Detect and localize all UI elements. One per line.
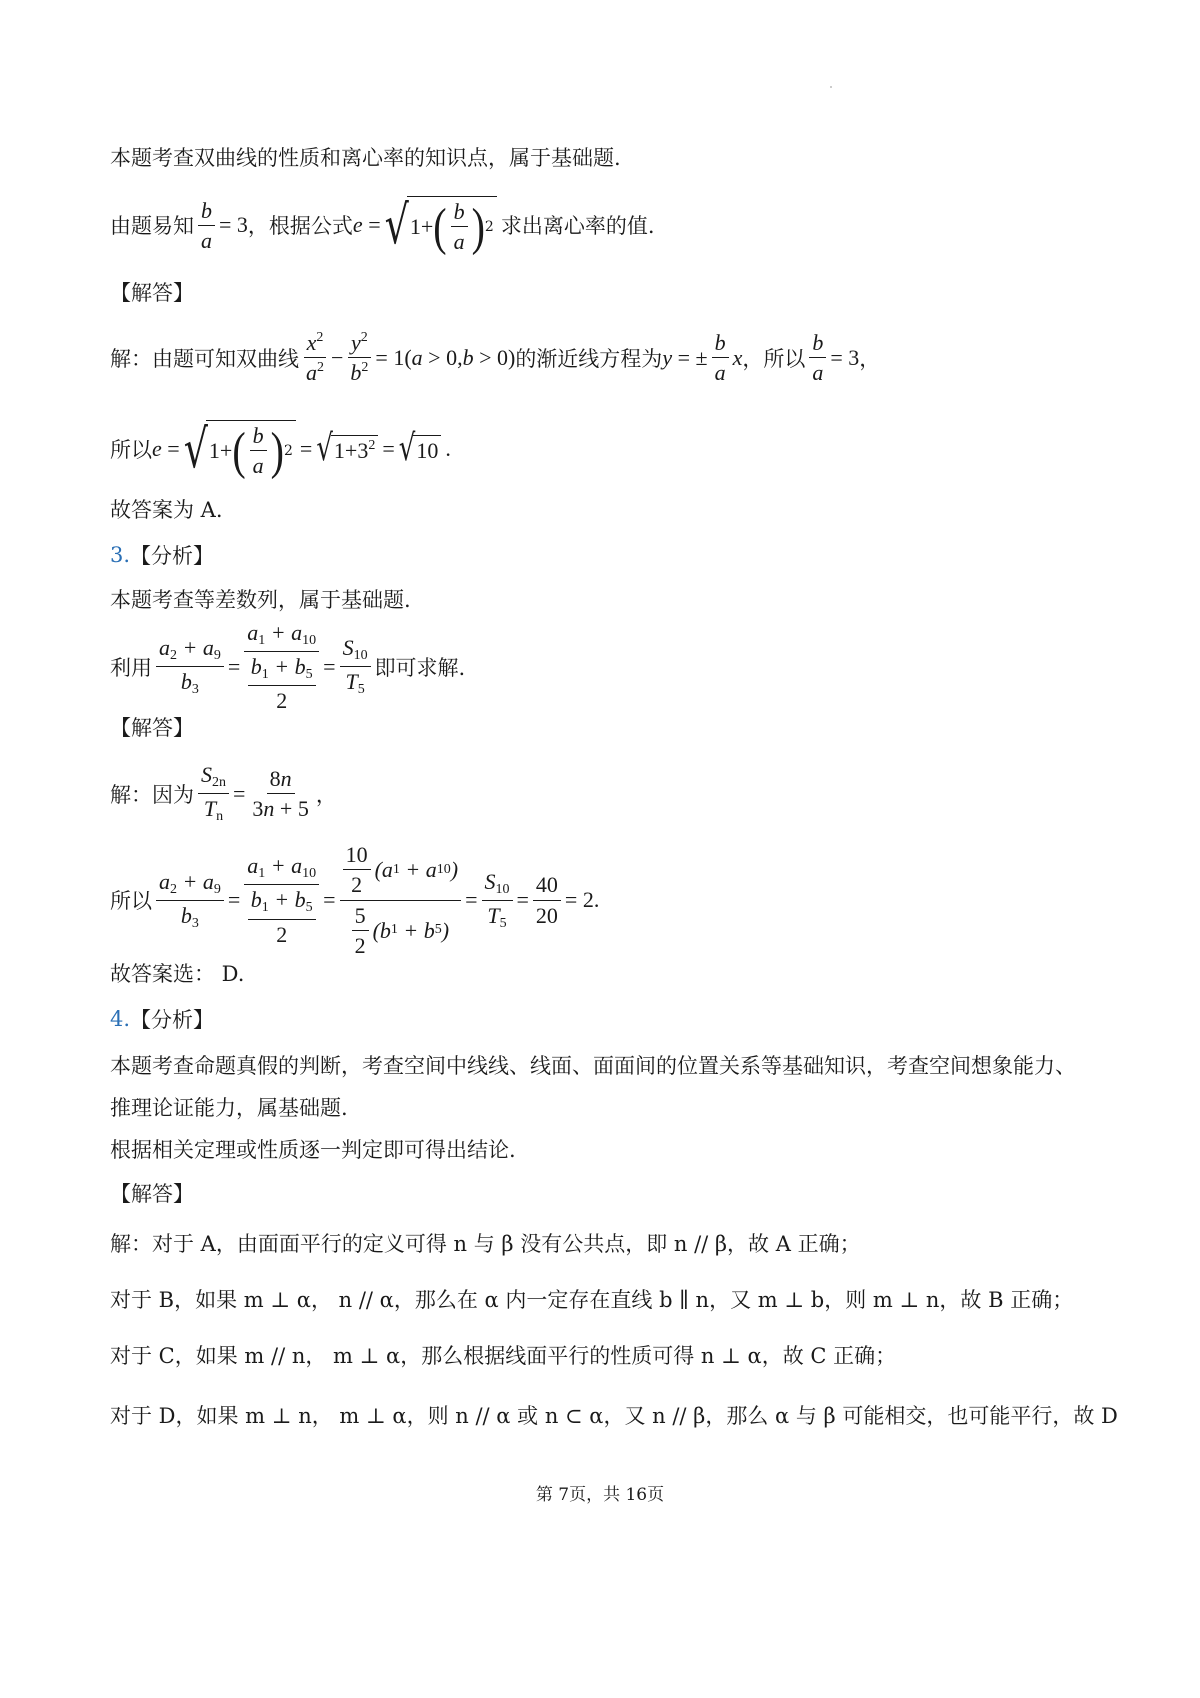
formula-sqrt: √ 1+ ( $\frac{b}{a}$ ) 2	[385, 196, 497, 255]
text-line-formula: 利用 $\frac{a_2 + a_9}{b_3}$ = $\frac{a_1 + a_{10}}{\frac{b_1 + b_5}{2}}$ = $\frac{S_{10}}{T_5}$ 即可求解.	[110, 620, 466, 714]
answer-text: 故答案选： D.	[110, 962, 245, 986]
paragraph-text: 所以	[110, 438, 152, 463]
formula-sqrt: √ 1+ ( $\frac{b}{a}$ ) 2	[184, 420, 296, 479]
paragraph-text: 求出离心率的值.	[500, 214, 655, 239]
section-heading: 【解答】	[110, 1182, 194, 1206]
text-line	[110, 1050, 1076, 1080]
paragraph-text: 由题易知	[110, 214, 194, 239]
text-line	[110, 1228, 861, 1258]
paragraph-text: 解：对于 A，由面面平行的定义可得 n 与 β 没有公共点，即 n // β，故 A 正确；	[110, 1232, 861, 1256]
text-line	[110, 494, 223, 524]
question-number: 4.	[110, 1007, 131, 1031]
paragraph-text: 本题考查命题真假的判断，考查空间中线线、线面、面面间的位置关系等基础知识，考查空间想象能力、	[110, 1054, 1076, 1078]
section-heading: 【分析】	[130, 544, 215, 568]
text-line	[110, 1340, 896, 1370]
text-line	[110, 584, 411, 614]
text-line-formula: 由题易知 $\frac{b}{a}$ = 3 ，根据公式 e = √ 1+ ( $\frac{b}{a}$ ) 2 求出离心率的值.	[110, 194, 655, 257]
text-line	[110, 1400, 1118, 1430]
text-line	[110, 1004, 214, 1034]
paragraph-text: 对于 D，如果 m ⊥ n， m ⊥ α，则 n // α 或 n ⊂ α，又 n // β，那么 α 与 β 可能相交，也可能平行，故 D	[110, 1404, 1118, 1428]
text-line-formula: 所以 $\frac{a_2 + a_9}{b_3}$ = $\frac{a_1 + a_{10}}{\frac{b_1 + b_5}{2}}$ = $\frac{10}{2}$ (a 1 + a 10 ) $\frac{5}{2}$ (b 1 + b 5 ) = $\frac{S_{10}}{T_5}$ = $\frac{40}{20}$ = 2.	[110, 842, 600, 958]
formula-text: = 1(a > 0,b > 0)	[375, 344, 516, 370]
page-footer: 第 7页，共 16页	[535, 1485, 665, 1505]
text-line	[110, 1092, 348, 1122]
section-heading: 【解答】	[110, 716, 194, 740]
paragraph-text: 推理论证能力，属基础题.	[110, 1096, 348, 1120]
paragraph-text: 解：由题可知双曲线	[110, 346, 299, 371]
text-line-formula: 所以 e = √ 1+ ( $\frac{b}{a}$ ) 2 = √ $1+3^2$ = √ 10 .	[110, 418, 451, 481]
paragraph-text: 对于 B，如果 m ⊥ α， n // α，那么在 α 内一定存在直线 b ∥ n，又 m ⊥ b，则 m ⊥ n，故 B 正确；	[110, 1288, 1074, 1312]
formula-text: e	[352, 212, 363, 238]
text-line	[110, 1284, 1073, 1314]
text-line	[110, 277, 194, 307]
text-line-formula: 解：因为 $\frac{S_{2n}}{T_n}$ = $\frac{8n}{3n + 5}$ ，	[110, 762, 337, 825]
text-line	[110, 1178, 194, 1208]
text-line-formula: 解：由题可知双曲线 $\frac{x^2}{a^2}$ − $\frac{y^2}{b^2}$ = 1(a > 0,b > 0) 的渐近线方程为 y = ± $\frac{b}{a}$ x ，所以 $\frac{b}{a}$ = 3 ，	[110, 330, 881, 386]
formula-text: = 3	[219, 212, 248, 238]
text-line	[110, 540, 214, 570]
paragraph-text: 对于 C，如果 m // n， m ⊥ α，那么根据线面平行的性质可得 n ⊥ α，故 C 正确；	[110, 1344, 897, 1368]
paragraph-text: 本题考查双曲线的性质和离心率的知识点，属于基础题.	[110, 146, 621, 170]
paragraph-text: 利用	[110, 655, 152, 680]
paragraph-text: 根据相关定理或性质逐一判定即可得出结论.	[110, 1138, 516, 1162]
paragraph-text: ，所以	[742, 346, 806, 371]
text-line	[110, 958, 244, 988]
paragraph-text: 所以	[110, 889, 152, 914]
formula-fraction: $\frac{b}{a}$	[198, 198, 215, 254]
section-heading: 【解答】	[110, 281, 194, 305]
question-number: 3.	[110, 543, 131, 567]
paragraph-text: ，	[859, 346, 881, 371]
paragraph-text: 本题考查等差数列，属于基础题.	[110, 588, 411, 612]
text-line	[110, 712, 194, 742]
paragraph-text: ，	[315, 782, 337, 807]
scan-speck	[830, 86, 832, 88]
paragraph-text: ，根据公式	[247, 214, 353, 239]
paragraph-text: 即可求解.	[374, 655, 466, 680]
text-line	[110, 1134, 516, 1164]
paragraph-text: 解：因为	[110, 782, 194, 807]
section-heading: 【分析】	[130, 1008, 215, 1032]
answer-text: 故答案为 A.	[110, 498, 223, 522]
text-line	[110, 142, 621, 172]
paragraph-text: 的渐近线方程为	[515, 346, 663, 371]
